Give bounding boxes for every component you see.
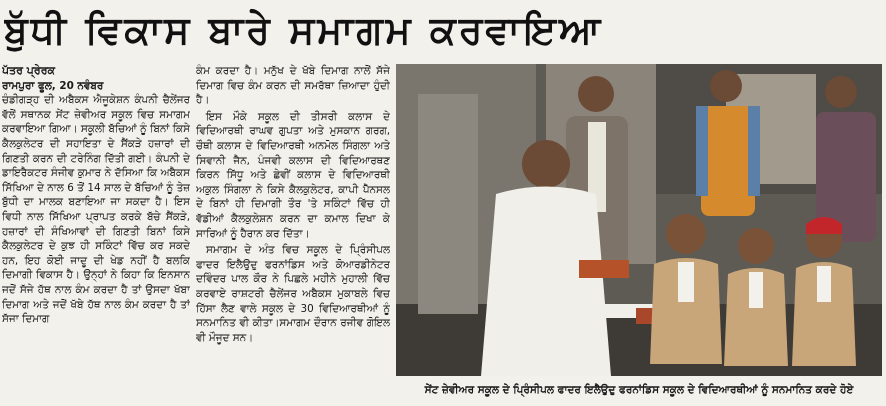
dateline: ਰਾਮਪੁਰਾ ਫੂਲ, 20 ਨਵੰਬਰ [2,79,104,92]
news-photo [396,64,882,376]
news-photo-illustration [396,64,882,376]
headline: ਬੁੱਧੀ ਵਿਕਾਸ ਬਾਰੇ ਸਮਾਗਮ ਕਰਵਾਇਆ [4,8,604,52]
article-paragraph-1: ਚੰਡੀਗੜ੍ਹ ਦੀ ਅਬੈਕਸ ਐਜੂਕੇਸ਼ਨ ਕੰਪਨੀ ਚੈਲੇਂਜਰ ਵੱਲੋਂ ਸਥਾਨਕ ਸੇਂਟ ਜ਼ੇਵੀਅਰ ਸਕੂਲ ਵਿਚ ਸਮਾਗਮ ਕਰਵਾਇਆ ਗਿਆ। ਸਕੂਲੀ ਬੱਚਿਆਂ ਨੂੰ ਬਿਨਾਂ ਕਿਸੇ ਕੈਲਕੁਲੇਟਰ ਦੀ ਸਹਾਇਤਾ ਦੇ ਸੈਂਕੜੇ ਹਜ਼ਾਰਾਂ ਦੀ ਗਿਣਤੀ ਕਰਨ ਦੀ ਟਰੇਨਿੰਗ ਦਿੱਤੀ ਗਈ। ਕੰਪਨੀ ਦੇ ਡਾਇਰੈਕਟਰ ਸੰਜੀਵ ਕੁਮਾਰ ਨੇ ਦੱਸਿਆ ਕਿ ਅਬੈਕਸ ਸਿੱਖਿਆ ਦੇ ਨਾਲ 6 ਤੋਂ 14 ਸਾਲ ਦੇ ਬੱਚਿਆਂ ਨੂੰ ਤੇਜ਼ ਬੁੱਧੀ ਦਾ ਮਾਲਕ ਬਣਾਇਆ ਜਾ ਸਕਦਾ ਹੈ। ਇਸ ਵਿਧੀ ਨਾਲ ਸਿੱਖਿਆ ਪ੍ਰਾਪਤ ਕਰਕੇ ਬੱਚੇ ਸੈਂਕੜੇ, ਹਜ਼ਾਰਾਂ ਦੀ ਸੰਖਿਆਵਾਂ ਦੀ ਗਿਣਤੀ ਬਿਨਾਂ ਕਿਸੇ ਕੈਲਕੁਲੇਟਰ ਦੇ ਕੁਝ ਹੀ ਸਕਿੰਟਾਂ ਵਿੱਚ ਕਰ ਸਕਦੇ ਹਨ, ਇਹ ਕੋਈ ਜਾਦੂ ਦੀ ਖੇਡ ਨਹੀਂ ਹੈ ਬਲਕਿ ਦਿਮਾਗੀ ਵਿਕਾਸ ਹੈ। ਉਨ੍ਹਾਂ ਨੇ ਕਿਹਾ ਕਿ ਇਨਸਾਨ ਜਦੋਂ ਸੱਜੇ ਹੱਥ ਨਾਲ ਕੰਮ ਕਰਦਾ ਹੈ ਤਾਂ ਉਸਦਾ ਖੱਬਾ ਦਿਮਾਗ ਅਤੇ ਜਦੋਂ ਖੱਬੇ ਹੱਥ ਨਾਲ ਕੰਮ ਕਰਦਾ ਹੈ ਤਾਂ ਸੱਜਾ ਦਿਮਾਗ [2,94,190,326]
article-paragraph-2: ਕੰਮ ਕਰਦਾ ਹੈ। ਮਨੁੱਖ ਦੇ ਖੱਬੇ ਦਿਮਾਗ ਨਾਲੋਂ ਸੱਜੇ ਦਿਮਾਗ ਵਿਚ ਕੰਮ ਕਰਨ ਦੀ ਸਮਰੱਥਾ ਜ਼ਿਆਦਾ ਹੁੰਦੀ ਹੈ। [196,65,390,107]
article-column-2 [196,64,390,402]
article-paragraph-3: ਇਸ ਮੌਕੇ ਸਕੂਲ ਦੀ ਤੀਸਰੀ ਕਲਾਸ ਦੇ ਵਿਦਿਆਰਥੀ ਰਾਘਵ ਗੁਪਤਾ ਅਤੇ ਮੁਸਕਾਨ ਗਰਗ, ਚੌਥੀ ਕਲਾਸ ਦੇ ਵਿਦਿਆਰਥੀ ਅਨਮੋਲ ਸਿੰਗਲਾ ਅਤੇ ਸਿਵਾਨੀ ਜੈਨ, ਪੰਜਵੀ ਕਲਾਸ ਦੀ ਵਿਦਿਆਰਥਣ ਕਿਰਨ ਸਿੱਧੂ ਅਤੇ ਛੇਵੀਂ ਕਲਾਸ ਦੇ ਵਿਦਿਆਰਥੀ ਅਕੁਲ ਸਿੰਗਲਾ ਨੇ ਕਿਸੇ ਕੈਲਕੁਲੇਟਰ, ਕਾਪੀ ਪੈੱਨਸਲ ਦੇ ਬਿਨਾਂ ਹੀ ਦਿਮਾਗੀ ਤੌਰ 'ਤੇ ਸਕਿੰਟਾਂ ਵਿੱਚ ਹੀ ਵੱਡੀਆਂ ਕੈਲਕੁਲੇਸ਼ਨ ਕਰਨ ਦਾ ਕਮਾਲ ਦਿਖਾ ਕੇ ਸਾਰਿਆਂ ਨੂੰ ਹੈਰਾਨ ਕਰ ਦਿੱਤਾ। [196,110,390,240]
article-paragraph-4: ਸਮਾਗਮ ਦੇ ਅੰਤ ਵਿਚ ਸਕੂਲ ਦੇ ਪ੍ਰਿੰਸੀਪਲ ਫਾਦਰ ਇਲੈਉਦੁ ਫਰਨਾਂਡਿਸ ਅਤੇ ਕੋਆਰਡੀਨੇਟਰ ਦਵਿੰਦਰ ਪਾਲ ਕੌਰ ਨੇ ਪਿਛਲੇ ਮਹੀਨੇ ਮੁਹਾਲੀ ਵਿੱਚ ਕਰਵਾਏ ਰਾਸ਼ਟਰੀ ਚੈਲੇਂਜਰ ਅਬੈਕਸ ਮੁਕਾਬਲੇ ਵਿਚ ਹਿੱਸਾ ਲੈਣ ਵਾਲੇ ਸਕੂਲ ਦੇ 30 ਵਿਦਿਆਰਥੀਆਂ ਨੂੰ ਸਨਮਾਨਿਤ ਵੀ ਕੀਤਾ।ਸਮਾਗਮ ਦੌਰਾਨ ਰਜੀਵ ਗੋਇਲ ਵੀ ਮੌਜੂਦ ਸਨ। [196,244,390,344]
byline: ਪੱਤਰ ਪ੍ਰੇਰਕ [2,64,56,77]
article-column-1 [2,64,190,404]
photo-caption: ਸੇਂਟ ਜ਼ੇਵੀਅਰ ਸਕੂਲ ਦੇ ਪ੍ਰਿੰਸੀਪਲ ਫਾਦਰ ਇਲੈਉਦੁ ਫਰਨਾਂਡਿਸ ਸਕੂਲ ਦੇ ਵਿਦਿਆਰਥੀਆਂ ਨੂੰ ਸਨਮਾਨਿਤ ਕਰਦੇ ਹੋਏ [424,384,854,396]
